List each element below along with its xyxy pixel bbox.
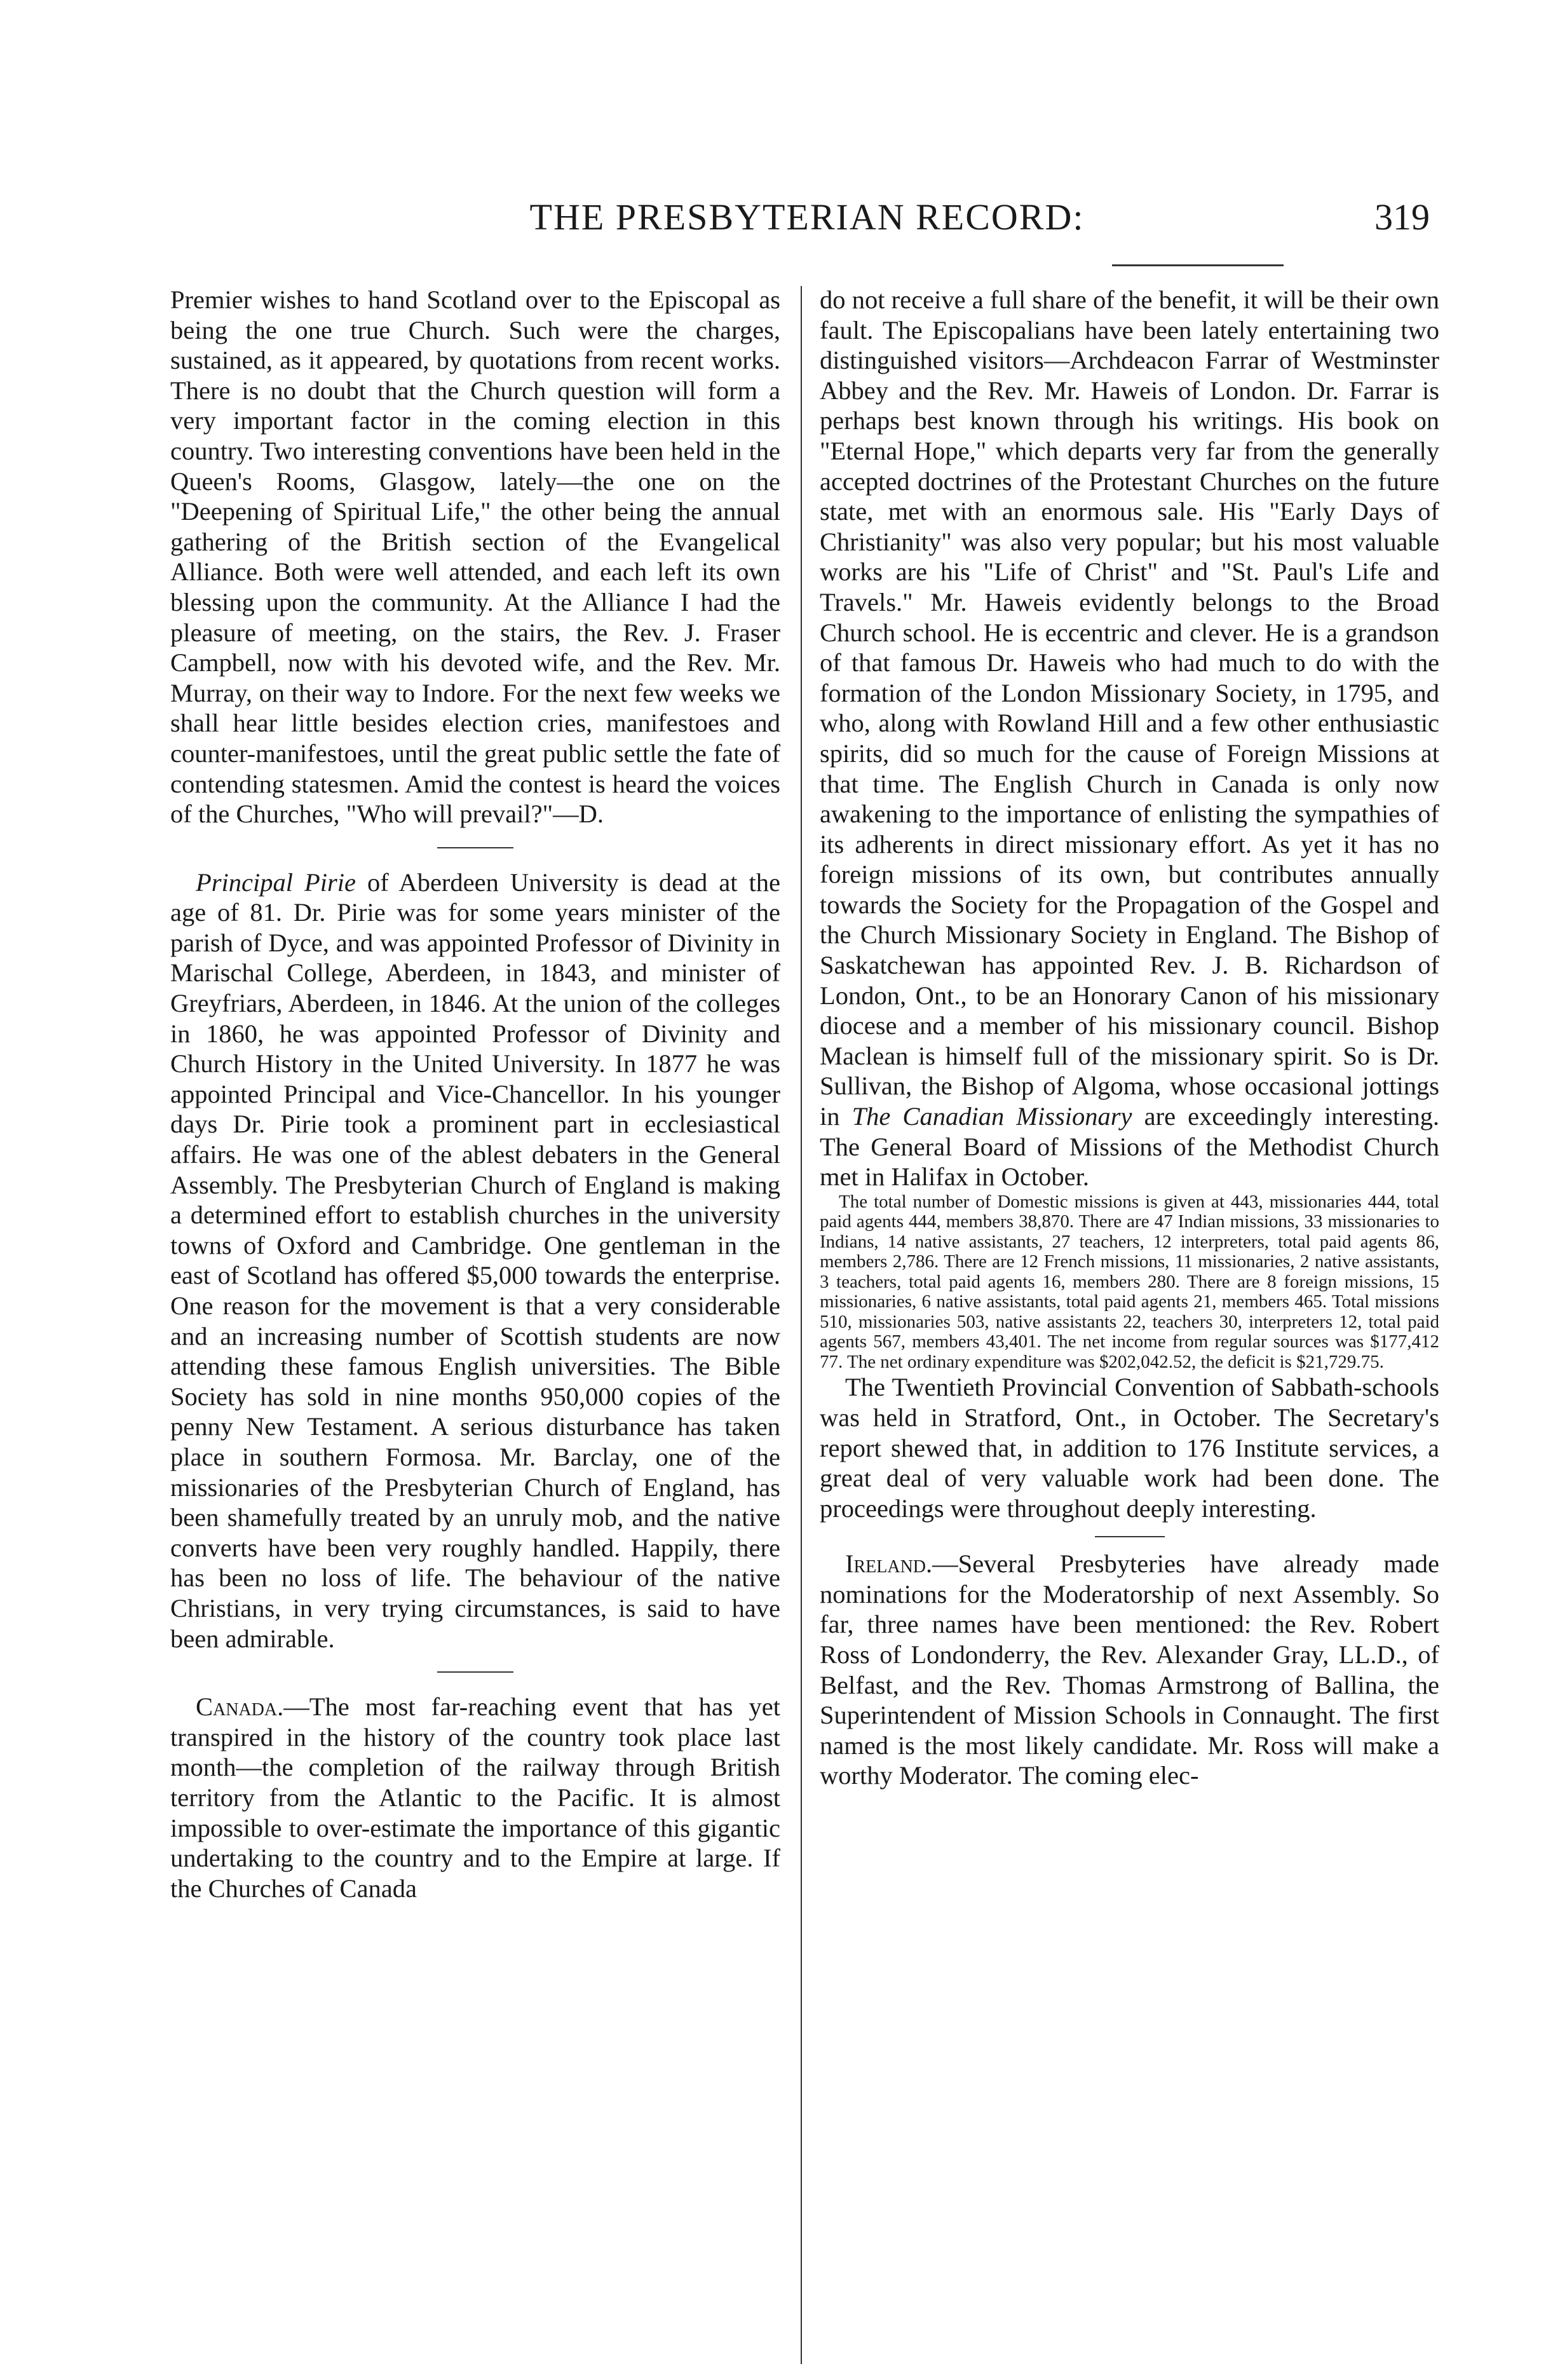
paragraph-sabbath-schools: The Twentieth Provincial Convention of Sabbath-schools was held in Stratford, Ont., in October. The Secretary's report shewed that, in addition to 176 Institute services, a great deal of very valuable work had been done. The proceedings were throughout deeply interesting.	[820, 1373, 1439, 1523]
paragraph-principal-pirie	[170, 867, 780, 1654]
column-divider	[801, 286, 802, 2364]
section-divider	[437, 847, 513, 848]
paragraph-body-end: are exceedingly interesting. The General Board of Missions of the Methodist Church met in Halifax in October.	[820, 1102, 1439, 1192]
paragraph-ireland	[820, 1549, 1439, 1791]
section-divider	[437, 1671, 513, 1673]
paragraph-lead: Principal Pirie	[196, 867, 356, 897]
running-title: THE PRESBYTERIAN RECORD:	[529, 196, 1085, 238]
left-column	[170, 285, 780, 2356]
page-number: 319	[1374, 196, 1430, 238]
section-divider	[1095, 1536, 1165, 1537]
paragraph-body: —The most far-reaching event that has yet transpired in the history of the country took place last month—the completion of the railway through British territory from the Atlantic to the Pacific. It is almost impossible to over-estimate the importance of this gigantic undertaking to the country and to the Empire at large. If the Churches of Canada	[170, 1692, 780, 1903]
right-column	[820, 285, 1439, 2356]
paragraph-episcopalians	[820, 285, 1439, 1192]
paragraph-canada	[170, 1692, 780, 1903]
paragraph-body: do not receive a full share of the benefit, it will be their own fault. The Episcopalians have been lately entertaining two distinguished visitors—Archdeacon Farrar of Westminster Abbey and the Rev. Mr. Haweis of London. Dr. Farrar is perhaps best known through his writings. His book on "Eternal Hope," which departs very far from the generally accepted doctrines of the Protestant Churches on the future state, met with an enormous sale. His "Early Days of Christianity" was also very popular; but his most valuable works are his "Life of Christ" and "St. Paul's Life and Travels." Mr. Haweis evidently belongs to the Broad Church school. He is eccentric and clever. He is a grandson of that famous Dr. Haweis who had much to do with the formation of the London Missionary Society, in 1795, and who, along with Rowland Hill and a few other enthusiastic spirits, did so much for the cause of Foreign Missions at that time. The English Church in Canada is only now awakening to the importance of enlisting the sympathies of its adherents in direct missionary effort. As yet it has no foreign missions of its own, but contributes annually towards the Society for the Propagation of the Gospel and the Church Missionary Society in England. The Bishop of Saskatchewan has appointed Rev. J. B. Richardson of London, Ont., to be an Honorary Canon of his missionary diocese and a member of his missionary council. Bishop Maclean is himself full of the missionary spirit. So is Dr. Sullivan, the Bishop of Algoma, whose occasional jottings in	[820, 285, 1439, 1131]
paragraph-body: of Aberdeen University is dead at the age of 81. Dr. Pirie was for some years minister of the parish of Dyce, and was appointed Professor of Divinity in Marischal College, Aberdeen, in 1843, and minister of Greyfriars, Aberdeen, in 1846. At the union of the colleges in 1860, he was appointed Professor of Divinity and Church History in the United University. In 1877 he was appointed Principal and Vice-Chancellor. In his younger days Dr. Pirie took a prominent part in ecclesiastical affairs. He was one of the ablest debaters in the General Assembly. The Presbyterian Church of England is making a determined effort to establish churches in the university towns of Oxford and Cambridge. One gentleman in the east of Scotland has offered $5,000 towards the enterprise. One reason for the movement is that a very considerable and an increasing number of Scottish students are now attending these famous English universities. The Bible Society has sold in nine months 950,000 copies of the penny New Testament. A serious disturbance has taken place in southern Formosa. Mr. Barclay, one of the missionaries of the Presbyterian Church of England, has been shamefully treated by an unruly mob, and the native converts have been very roughly handled. Happily, there has been no loss of life. The behaviour of the native Christians, in very trying circumstances, is said to have been admirable.	[170, 867, 780, 1653]
paragraph-election: Premier wishes to hand Scotland over to the Episcopal as being the one true Church. Such were the charges, sustained, as it appeared, by quotations from recent works. There is no doubt that the Church question will form a very important factor in the coming election in this country. Two interesting conventions have been held in the Queen's Rooms, Glasgow, lately—the one on the "Deepening of Spiritual Life," the other being the annual gathering of the British section of the Evangelical Alliance. Both were well attended, and each left its own blessing upon the community. At the Alliance I had the pleasure of meeting, on the stairs, the Rev. J. Fraser Campbell, now with his devoted wife, and the Rev. Mr. Murray, on their way to Indore. For the next few weeks we shall hear little besides election cries, manifestoes and counter-manifestoes, until the great public settle the fate of contending statesmen. Amid the contest is heard the voices of the Churches, "Who will prevail?"—D.	[170, 285, 780, 829]
publication-title: The Canadian Missionary	[851, 1102, 1132, 1131]
page-header	[184, 196, 1430, 247]
paragraph-lead: Canada.	[196, 1692, 284, 1722]
paragraph-lead: Ireland.	[845, 1549, 933, 1579]
paragraph-body: —Several Presbyteries have already made nominations for the Moderatorship of next Assembly. So far, three names have been mentioned: the Rev. Robert Ross of Londonderry, the Rev. Alexander Gray, LL.D., of Belfast, and the Rev. Thomas Armstrong of Ballina, the Superintendent of Mission Schools in Connaught. The first named is the most likely candidate. Mr. Ross will make a worthy Moderator. The coming elec-	[820, 1549, 1439, 1790]
header-rule	[1112, 264, 1284, 266]
methodist-statistics-note: The total number of Domestic missions is given at 443, missionaries 444, total paid agents 444, members 38,870. There are 47 Indian missions, 33 missionaries to Indians, 14 native assistants, 27 teachers, 12 interpreters, total paid agents 86, members 2,786. There are 12 French missions, 11 missionaries, 2 native assistants, 3 teachers, total paid agents 16, members 280. There are 8 foreign missions, 15 missionaries, 6 native assistants, total paid agents 21, members 465. Total missions 510, missionaries 503, native assistants 22, teachers 30, interpreters 12, total paid agents 567, members 43,401. The net income from regular sources was $177,412 77. The net ordinary expenditure was $202,042.52, the deficit is $21,729.75.	[820, 1191, 1439, 1372]
